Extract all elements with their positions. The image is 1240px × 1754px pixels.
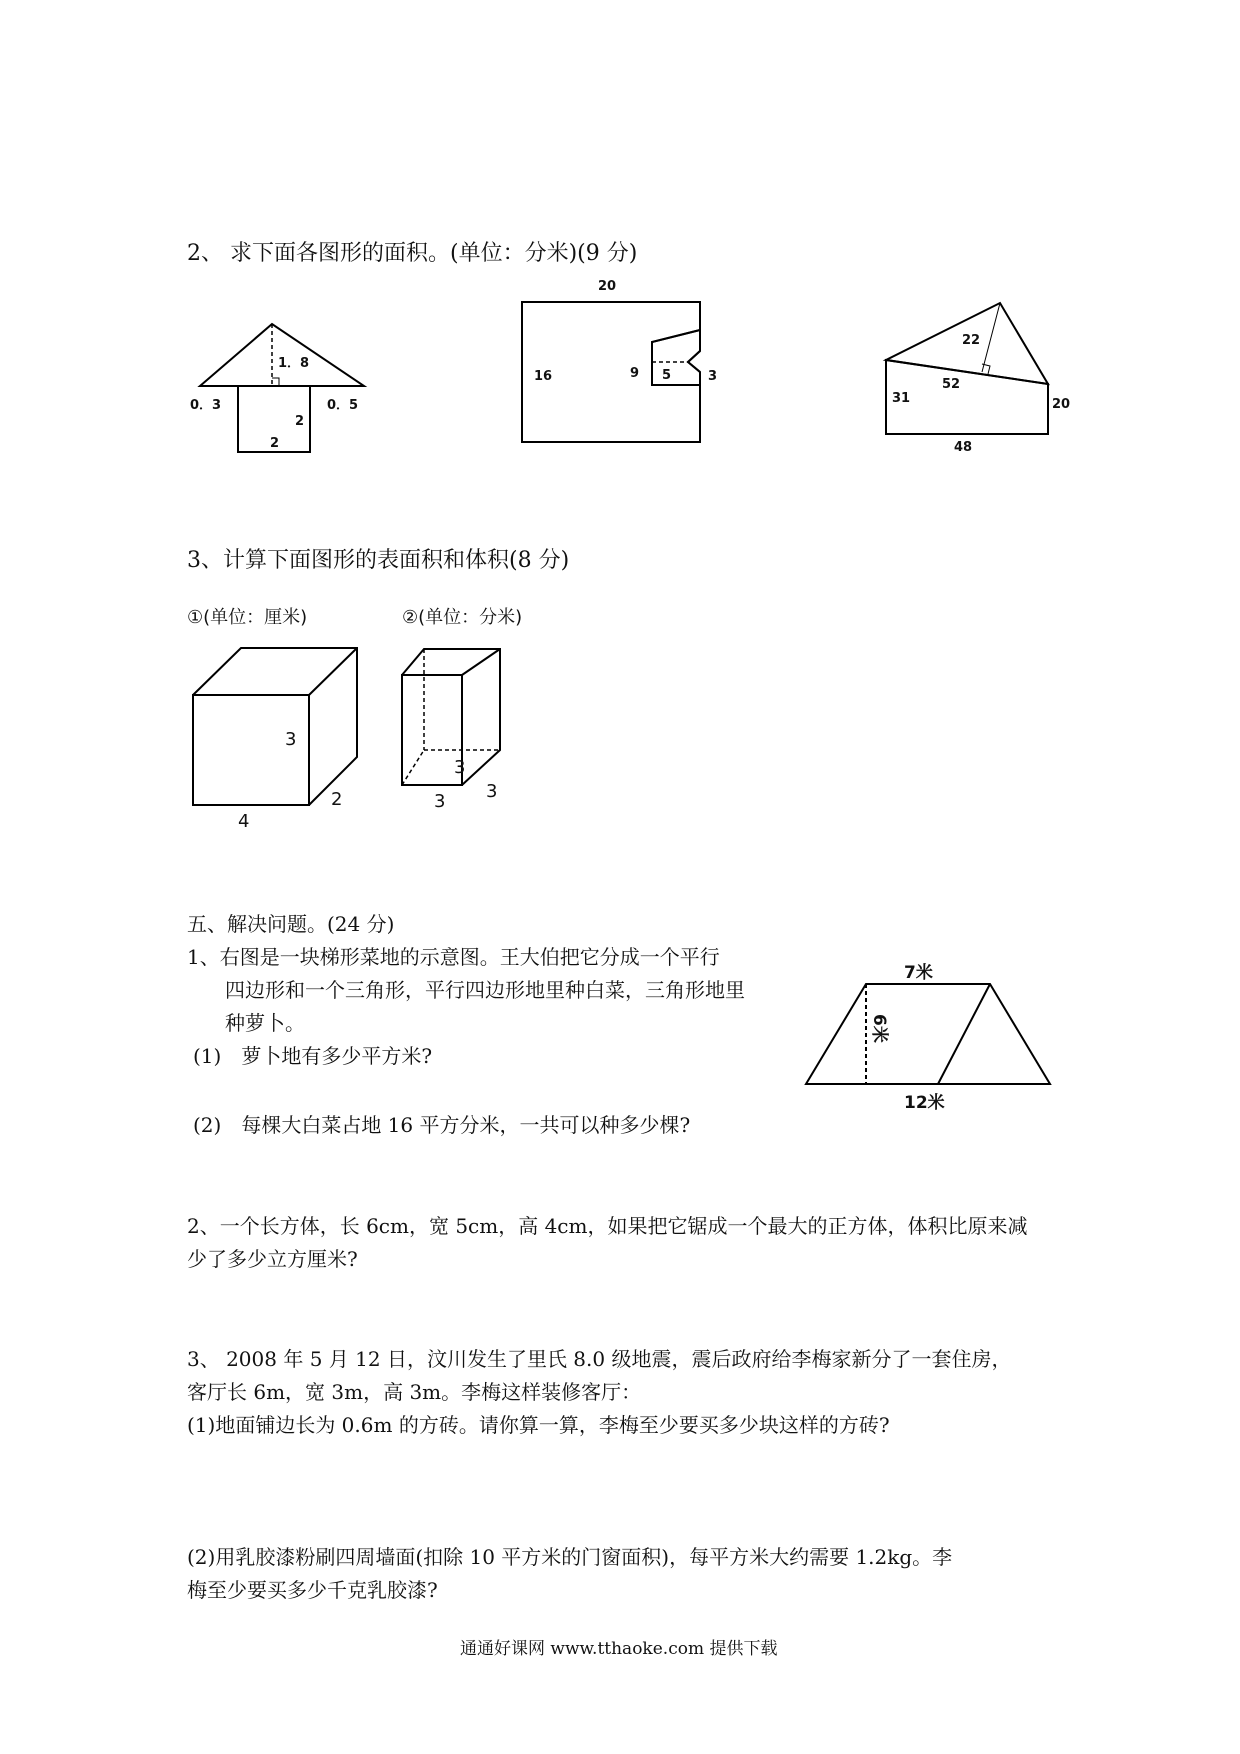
q1-sub1: (1) 萝卜地有多少平方米? xyxy=(193,1044,433,1068)
q3-line2: 客厅长 6m，宽 3m，高 3m。李梅这样装修客厅： xyxy=(187,1380,642,1404)
q1-fig-top-label: 7米 xyxy=(904,963,933,983)
footer-credit: 通通好课网 www.tthaoke.com 提供下载 xyxy=(460,1639,778,1659)
section5-heading: 五、解决问题。(24 分) xyxy=(187,912,395,936)
fig2-top-label: 20 xyxy=(598,279,617,294)
fig2-notch-height-label: 9 xyxy=(630,366,640,381)
q1-fig-height-label: 6米 xyxy=(869,1014,889,1043)
q3-line1: 3、 2008 年 5 月 12 日，汶川发生了里氏 8.0 级地震，震后政府给李梅家新分了一套住房， xyxy=(187,1347,1012,1371)
figure-notched-rectangle xyxy=(520,279,730,450)
fig3-right-label: 20 xyxy=(1052,397,1071,412)
fig1-right-label: 0．5 xyxy=(327,398,359,413)
fig1-top-label: 1．8 xyxy=(278,356,310,371)
fig3-tri-height-label: 22 xyxy=(962,333,981,348)
fig3-1-width-label: 2 xyxy=(331,789,343,810)
fig3-left-label: 31 xyxy=(892,391,911,406)
figure-cuboid-1 xyxy=(185,605,385,835)
fig2-left-label: 16 xyxy=(534,369,553,384)
fig1-bottom-label: 2 xyxy=(270,436,280,451)
figure-triangle-square xyxy=(190,310,380,460)
fig3-2-caption: ②(单位：分米) xyxy=(402,607,523,628)
fig1-left-label: 0．3 xyxy=(190,398,222,413)
q1-line2: 四边形和一个三角形，平行四边形地里种白菜，三角形地里 xyxy=(225,978,745,1002)
fig3-2-inner-label: 3 xyxy=(454,757,466,778)
q1-sub2: (2) 每棵大白菜占地 16 平方分米，一共可以种多少棵? xyxy=(193,1113,691,1137)
fig3-1-height-label: 3 xyxy=(285,729,297,750)
q1-line1: 1、右图是一块梯形菜地的示意图。王大伯把它分成一个平行 xyxy=(187,945,720,969)
fig3-diag-label: 52 xyxy=(942,377,961,392)
figure-trapezoid-field xyxy=(800,950,1070,1120)
section3-heading: 3、计算下面图形的表面积和体积(8 分) xyxy=(187,548,570,573)
q1-fig-bottom-label: 12米 xyxy=(904,1093,945,1113)
fig3-1-caption: ①(单位：厘米) xyxy=(187,607,308,628)
q1-line3: 种萝卜。 xyxy=(225,1011,305,1035)
q2-line1: 2、一个长方体，长 6cm，宽 5cm，高 4cm，如果把它锯成一个最大的正方体，体积比原来减 xyxy=(187,1214,1028,1238)
fig2-notch-depth-label: 5 xyxy=(662,368,672,383)
fig3-2-width-label: 3 xyxy=(486,781,498,802)
fig3-1-length-label: 4 xyxy=(238,811,250,832)
fig3-bottom-label: 48 xyxy=(954,440,973,455)
fig2-notch-opening-label: 3 xyxy=(708,369,718,384)
fig3-2-length-label: 3 xyxy=(434,791,446,812)
section2-heading: 2、 求下面各图形的面积。(单位：分米)(9 分) xyxy=(187,241,638,266)
figure-cuboid-2 xyxy=(400,605,550,825)
q2-line2: 少了多少立方厘米? xyxy=(187,1247,358,1271)
q3-sub2b: 梅至少要买多少千克乳胶漆? xyxy=(187,1578,438,1602)
fig1-side-label: 2 xyxy=(295,414,305,429)
q3-sub1: (1)地面铺边长为 0.6m 的方砖。请你算一算，李梅至少要买多少块这样的方砖? xyxy=(187,1413,890,1437)
q3-sub2a: (2)用乳胶漆粉刷四周墙面(扣除 10 平方米的门窗面积)，每平方米大约需要 1.2kg。李 xyxy=(187,1545,953,1569)
figure-trapezoid-triangle xyxy=(880,300,1080,460)
